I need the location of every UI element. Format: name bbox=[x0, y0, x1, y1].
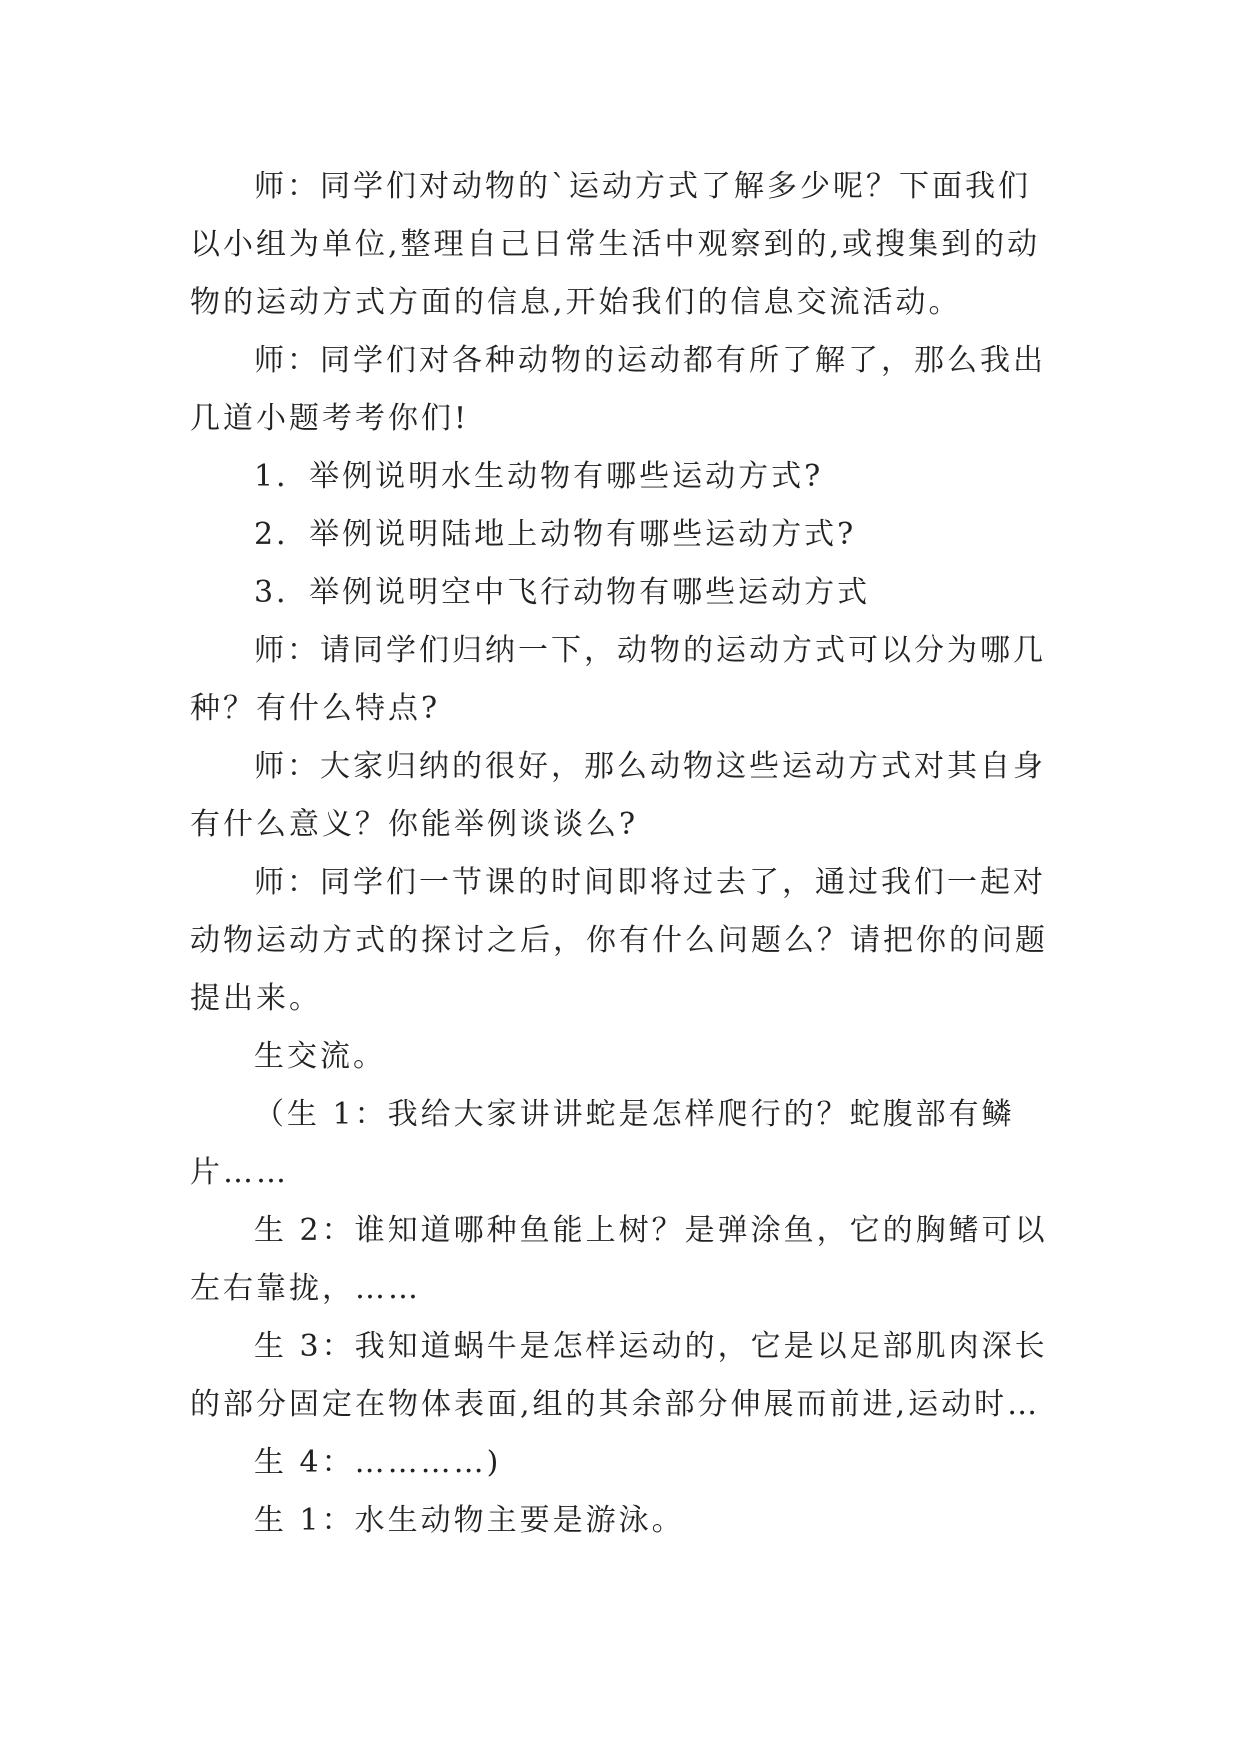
paragraph: 师：请同学们归纳一下，动物的运动方式可以分为哪几种？有什么特点? bbox=[190, 633, 1046, 726]
paragraph: 生 3：我知道蜗牛是怎样运动的，它是以足部肌肉深长的部分固定在物体表面,组的其余部分伸展而前进,运动时… bbox=[190, 1329, 1048, 1422]
paragraph: 3．举例说明空中飞行动物有哪些运动方式 bbox=[254, 575, 871, 610]
paragraph: 2．举例说明陆地上动物有哪些运动方式? bbox=[254, 517, 857, 552]
paragraph: 师：同学们对动物的`运动方式了解多少呢？下面我们以小组为单位,整理自己日常生活中观察到的,或搜集到的动物的运动方式方面的信息,开始我们的信息交流活动。 bbox=[190, 169, 1041, 320]
paragraph: 师：同学们一节课的时间即将过去了，通过我们一起对动物运动方式的探讨之后，你有什么问题么？请把你的问题提出来。 bbox=[190, 865, 1048, 1016]
paragraph: 生 2：谁知道哪种鱼能上树？是弹涂鱼，它的胸鳍可以左右靠拢，…… bbox=[190, 1213, 1048, 1306]
paragraph: 1．举例说明水生动物有哪些运动方式? bbox=[254, 459, 824, 494]
paragraph: 生 1：水生动物主要是游泳。 bbox=[254, 1503, 685, 1538]
paragraph: 师：同学们对各种动物的运动都有所了解了，那么我出几道小题考考你们! bbox=[190, 343, 1046, 436]
paragraph: 师：大家归纳的很好，那么动物这些运动方式对其自身有什么意义？你能举例谈谈么? bbox=[190, 749, 1046, 842]
document-body bbox=[190, 158, 1050, 1550]
paragraph: 生交流。 bbox=[254, 1039, 386, 1074]
paragraph: （生 1：我给大家讲讲蛇是怎样爬行的？蛇腹部有鳞片…… bbox=[190, 1097, 1015, 1190]
paragraph: 生 4：…………) bbox=[254, 1445, 502, 1480]
